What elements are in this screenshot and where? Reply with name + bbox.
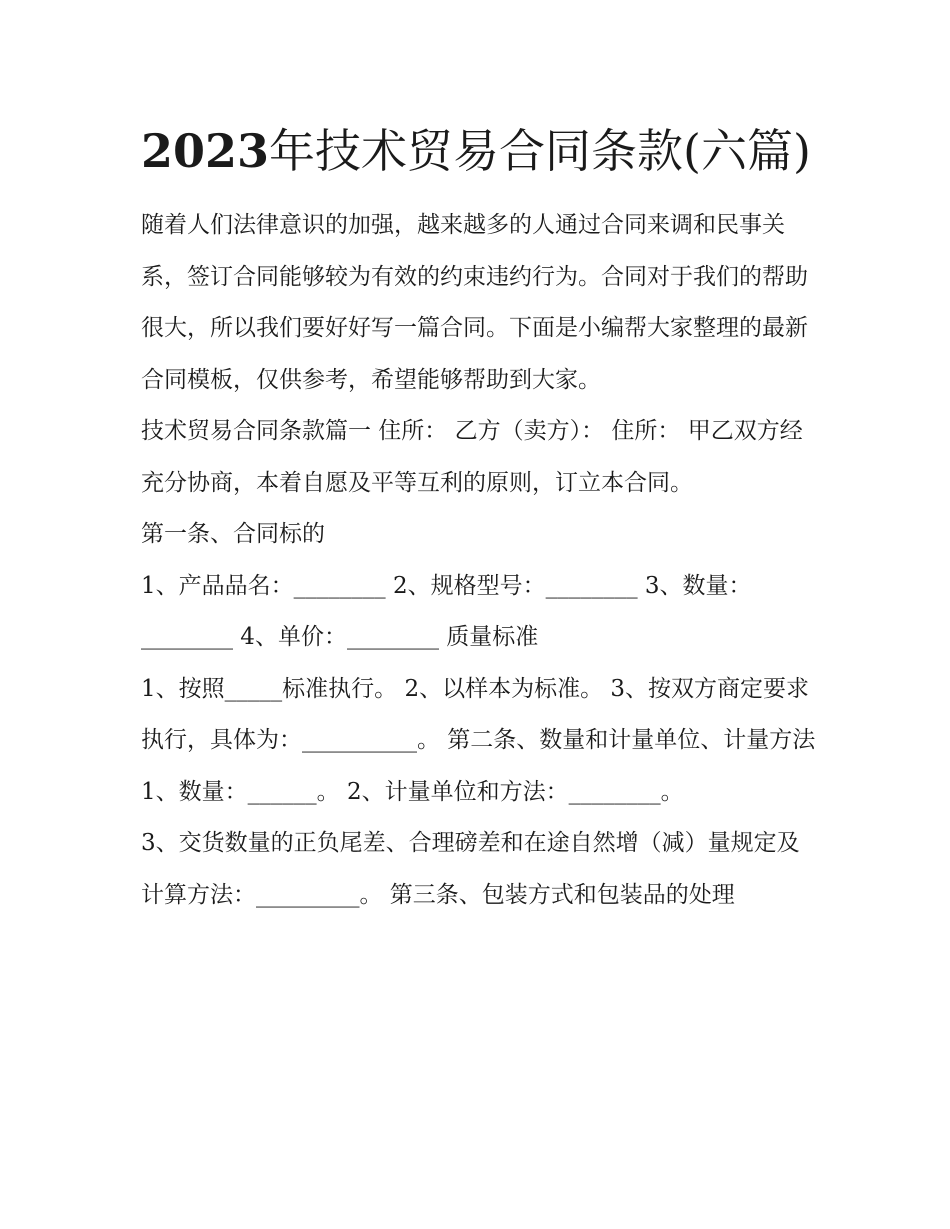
title-text: 年技术贸易合同条款(六篇) xyxy=(269,124,811,178)
article-one-heading: 第一条、合同标的 xyxy=(141,521,325,547)
intro-paragraph: 随着人们法律意识的加强，越来越多的人通过合同来调和民事关系，签订合同能够较为有效的约束违约行为。合同对于我们的帮助很大，所以我们要好好写一篇合同。下面是小编帮大家整理的最新合同模板，仅供参考，希望能够帮助到大家。 xyxy=(141,212,808,393)
delivery-tolerance-paragraph: 3、交货数量的正负尾差、合理磅差和在途自然增（减）量规定及计算方法：_________。 第三条、包装方式和包装品的处理 xyxy=(141,830,800,908)
product-items-paragraph: 1、产品品名：________ 2、规格型号：________ 3、数量：________ 4、单价：________ 质量标准 xyxy=(141,572,752,650)
document-page xyxy=(141,112,821,921)
document-body xyxy=(141,200,821,921)
quantity-paragraph: 1、数量：______。 2、计量单位和方法：________。 xyxy=(141,778,684,805)
title-year: 2023 xyxy=(141,124,270,178)
parties-paragraph: 技术贸易合同条款篇一 住所： 乙方（卖方）： 住所： 甲乙双方经充分协商，本着自愿及平等互利的原则，订立本合同。 xyxy=(141,418,803,496)
document-title xyxy=(141,112,821,190)
quality-standard-paragraph: 1、按照_____标准执行。 2、以样本为标准。 3、按双方商定要求执行，具体为：__________。 第二条、数量和计量单位、计量方法 xyxy=(141,675,816,753)
